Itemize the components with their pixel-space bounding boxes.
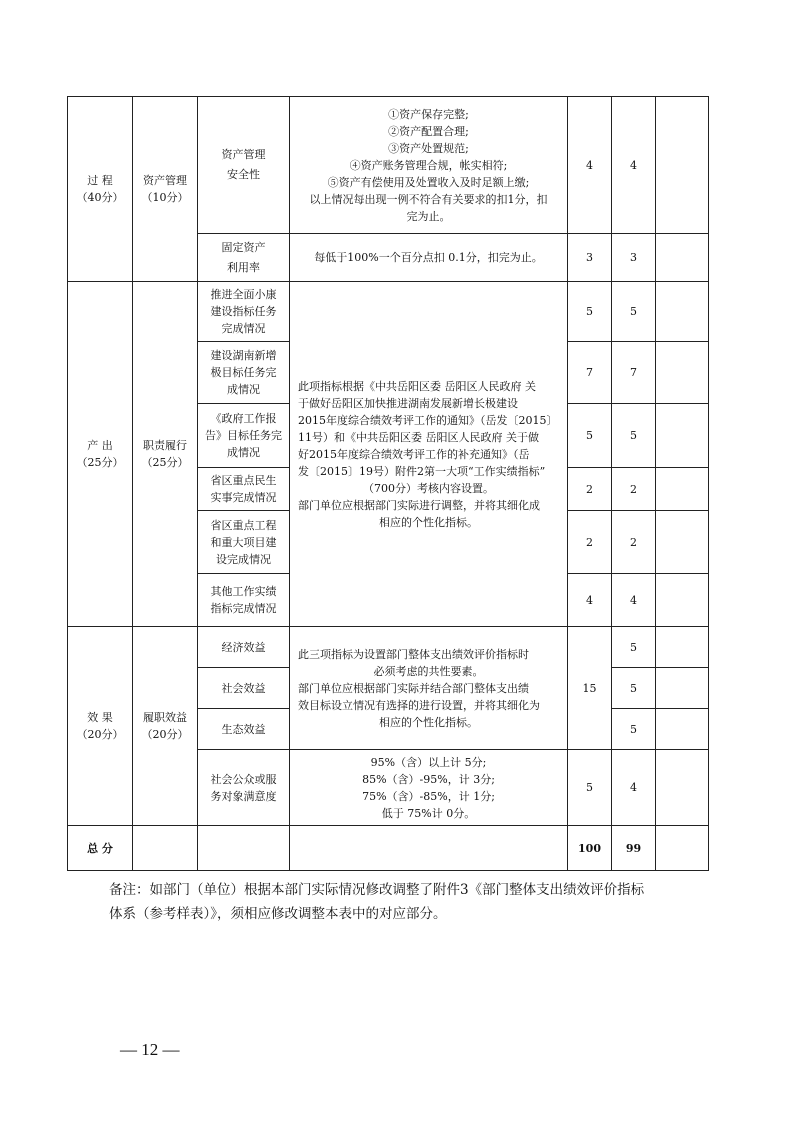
indicator-cell: 其他工作实绩 指标完成情况 [198, 574, 290, 627]
standard-cell: 此三项指标为设置部门整体支出绩效评价指标时 必须考虑的共性要素。 部门单位应根据部门实际并结合部门整体支出绩 效目标设立情况有选择的进行设置，并将其细化为 相应的个性化指标。 [290, 627, 568, 750]
indicator-cell: 社会公众或服 务对象满意度 [198, 750, 290, 826]
score-cell: 3 [568, 234, 612, 282]
category-cell: 产 出 （25分） [68, 282, 133, 627]
note-cell [656, 668, 709, 709]
note-cell [656, 511, 709, 574]
indicator-cell: 资产管理 安全性 [198, 97, 290, 234]
standard-cell: ①资产保存完整; ②资产配置合理; ③资产处置规范; ④资产账务管理合规，帐实相符; ⑤资产有偿使用及处置收入及时足额上缴; 以上情况每出现一例不符合有关要求的扣1分，扣 完为止。 [290, 97, 568, 234]
score-cell: 4 [568, 574, 612, 627]
page-number: — 12 — [120, 1040, 180, 1059]
indicator-cell: 建设湖南新增 极目标任务完 成情况 [198, 342, 290, 404]
total-row [68, 826, 709, 871]
standard-cell: 每低于100%一个百分点扣 0.1分，扣完为止。 [290, 234, 568, 282]
indicator-cell: 推进全面小康 建设指标任务 完成情况 [198, 282, 290, 342]
eval-score-cell: 3 [612, 234, 656, 282]
indicator-cell: 省区重点民生 实事完成情况 [198, 468, 290, 511]
empty-cell [656, 826, 709, 871]
remark-note: 备注：如部门（单位）根据本部门实际情况修改调整了附件3《部门整体支出绩效评价指标 体系（参考样表）》，须相应修改调整本表中的对应部分。 [109, 882, 645, 922]
note-cell [656, 627, 709, 668]
empty-cell [133, 826, 198, 871]
subcategory-cell: 履职效益 （20分） [133, 627, 198, 826]
table-row [68, 627, 709, 668]
note-cell [656, 342, 709, 404]
subcategory-cell: 资产管理 （10分） [133, 97, 198, 282]
eval-score-cell: 7 [612, 342, 656, 404]
eval-score-cell: 5 [612, 404, 656, 468]
eval-score-cell: 4 [612, 97, 656, 234]
eval-score-cell: 2 [612, 468, 656, 511]
standard-cell: 95%（含）以上计 5分; 85%（含）-95%，计 3分; 75%（含）-85%，计 1分; 低于 75%计 0分。 [290, 750, 568, 826]
note-cell [656, 282, 709, 342]
eval-score-cell: 5 [612, 709, 656, 750]
standard-cell: 此项指标根据《中共岳阳区委 岳阳区人民政府 关 于做好岳阳区加快推进湖南发展新增长极建设 2015年度综合绩效考评工作的通知》（岳发〔2015〕 11号）和《中共岳阳区委 岳阳区人民政府 关于做 好2015年度综合绩效考评工作的补充通知》（岳 发〔2015〕19号）附件2第一大项“工作实绩指标” （700分）考核内容设置。 部门单位应根据部门实际进行调整，并将其细化成 相应的个性化指标。 [290, 282, 568, 627]
empty-cell [290, 826, 568, 871]
eval-score-cell: 5 [612, 282, 656, 342]
total-eval-score: 99 [612, 826, 656, 871]
score-cell: 5 [568, 404, 612, 468]
indicator-cell: 省区重点工程 和重大项目建 设完成情况 [198, 511, 290, 574]
indicator-cell: 固定资产 利用率 [198, 234, 290, 282]
score-cell: 15 [568, 627, 612, 750]
score-cell: 5 [568, 282, 612, 342]
eval-score-cell: 5 [612, 668, 656, 709]
eval-score-cell: 4 [612, 574, 656, 627]
note-cell [656, 750, 709, 826]
indicator-cell: 《政府工作报 告》目标任务完 成情况 [198, 404, 290, 468]
subcategory-cell: 职责履行 （25分） [133, 282, 198, 627]
score-cell: 5 [568, 750, 612, 826]
score-cell: 4 [568, 97, 612, 234]
score-cell: 7 [568, 342, 612, 404]
note-cell [656, 574, 709, 627]
indicator-cell: 社会效益 [198, 668, 290, 709]
score-cell: 2 [568, 468, 612, 511]
indicator-cell: 生态效益 [198, 709, 290, 750]
evaluation-table [67, 96, 709, 871]
category-cell: 过 程 （40分） [68, 97, 133, 282]
category-cell: 效 果 （20分） [68, 627, 133, 826]
note-cell [656, 97, 709, 234]
table-row [68, 282, 709, 342]
eval-score-cell: 5 [612, 627, 656, 668]
table-row [68, 97, 709, 234]
note-cell [656, 468, 709, 511]
total-label: 总 分 [68, 826, 133, 871]
note-cell [656, 234, 709, 282]
indicator-cell: 经济效益 [198, 627, 290, 668]
total-score: 100 [568, 826, 612, 871]
note-cell [656, 404, 709, 468]
score-cell: 2 [568, 511, 612, 574]
eval-score-cell: 2 [612, 511, 656, 574]
empty-cell [198, 826, 290, 871]
note-cell [656, 709, 709, 750]
eval-score-cell: 4 [612, 750, 656, 826]
